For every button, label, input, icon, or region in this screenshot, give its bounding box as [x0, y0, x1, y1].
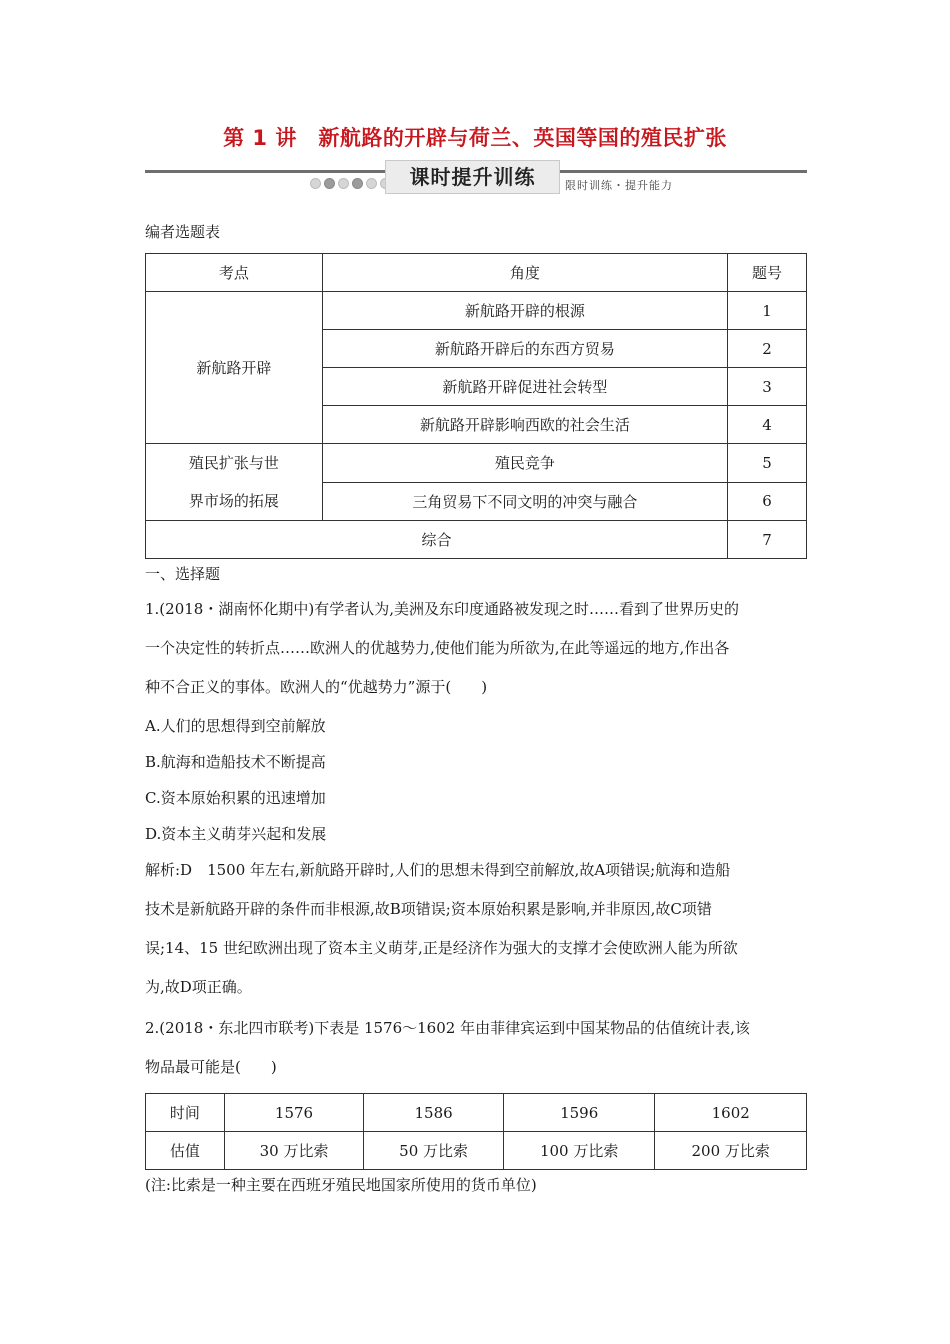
year-cell: 1576 — [224, 1094, 364, 1132]
option-a: A.人们的思想得到空前解放 — [145, 717, 326, 735]
number-cell: 7 — [728, 521, 807, 559]
year-cell: 1596 — [503, 1094, 655, 1132]
angle-cell: 殖民竞争 — [322, 444, 727, 483]
option-d: D.资本主义萌芽兴起和发展 — [145, 825, 327, 843]
number-cell: 4 — [728, 406, 807, 444]
analysis-line: 技术是新航路开辟的条件而非根源,故B项错误;资本原始积累是影响,并非原因,故C项错 — [145, 900, 712, 918]
header-cell: 角度 — [322, 254, 727, 292]
value-cell: 100 万比索 — [503, 1132, 655, 1170]
banner-dot — [352, 178, 363, 189]
value-cell: 50 万比索 — [364, 1132, 504, 1170]
year-cell: 1602 — [655, 1094, 807, 1132]
number-cell: 3 — [728, 368, 807, 406]
header-cell: 题号 — [728, 254, 807, 292]
question-line: 物品最可能是( ) — [145, 1058, 277, 1076]
number-cell: 5 — [728, 444, 807, 483]
banner-label: 课时提升训练 — [385, 160, 560, 194]
table-row — [146, 521, 807, 559]
angle-cell: 新航路开辟后的东西方贸易 — [322, 330, 727, 368]
banner-dot — [310, 178, 321, 189]
question-line: 1.(2018・湖南怀化期中)有学者认为,美洲及东印度通路被发现之时……看到了世界历史的 — [145, 600, 739, 618]
banner-dot — [338, 178, 349, 189]
question-line: 种不合正义的事体。欧洲人的“优越势力”源于( ) — [145, 678, 488, 696]
analysis-line: 误;14、15 世纪欧洲出现了资本主义萌芽,正是经济作为强大的支撑才会使欧洲人能为所欲 — [145, 939, 738, 957]
question-line: 一个决定性的转折点……欧洲人的优越势力,使他们能为所欲为,在此等遥远的地方,作出各 — [145, 639, 730, 657]
number-cell: 1 — [728, 292, 807, 330]
table-note: (注:比索是一种主要在西班牙殖民地国家所使用的货币单位) — [145, 1176, 537, 1194]
banner-dot — [324, 178, 335, 189]
topic-cell: 新航路开辟 — [146, 292, 323, 444]
table-row — [146, 292, 807, 330]
section-banner — [145, 160, 807, 196]
banner-dots — [310, 178, 391, 189]
number-cell: 6 — [728, 482, 807, 521]
table-header-row — [146, 254, 807, 292]
banner-dot — [366, 178, 377, 189]
topic-line: 界市场的拓展 — [188, 492, 279, 510]
angle-cell: 新航路开辟促进社会转型 — [322, 368, 727, 406]
topic-cell — [146, 444, 323, 521]
table-row — [146, 1132, 807, 1170]
angle-cell: 三角贸易下不同文明的冲突与融合 — [322, 482, 727, 521]
option-c: C.资本原始积累的迅速增加 — [145, 789, 326, 807]
year-cell: 1586 — [364, 1094, 504, 1132]
value-cell: 30 万比索 — [224, 1132, 364, 1170]
question-line: 2.(2018・东北四市联考)下表是 1576～1602 年由菲律宾运到中国某物品的估值统计表,该 — [145, 1019, 750, 1037]
selection-table-caption: 编者选题表 — [145, 223, 221, 241]
summary-cell: 综合 — [146, 521, 728, 559]
table-row — [146, 444, 807, 483]
topic-line: 殖民扩张与世 — [188, 454, 279, 472]
angle-cell: 新航路开辟的根源 — [322, 292, 727, 330]
value-cell: 200 万比索 — [655, 1132, 807, 1170]
header-cell: 考点 — [146, 254, 323, 292]
analysis-line: 为,故D项正确。 — [145, 978, 252, 996]
table-row — [146, 1094, 807, 1132]
section-heading: 一、选择题 — [145, 565, 221, 583]
banner-subtitle: 限时训练・提升能力 — [565, 179, 673, 192]
option-b: B.航海和造船技术不断提高 — [145, 753, 326, 771]
angle-cell: 新航路开辟影响西欧的社会生活 — [322, 406, 727, 444]
row-label: 时间 — [146, 1094, 225, 1132]
valuation-table — [145, 1093, 807, 1170]
number-cell: 2 — [728, 330, 807, 368]
lesson-title: 第 1 讲 新航路的开辟与荷兰、英国等国的殖民扩张 — [223, 126, 727, 150]
selection-table — [145, 253, 807, 559]
analysis-line: 解析:D 1500 年左右,新航路开辟时,人们的思想未得到空前解放,故A项错误;航海和造船 — [145, 861, 731, 879]
row-label: 估值 — [146, 1132, 225, 1170]
